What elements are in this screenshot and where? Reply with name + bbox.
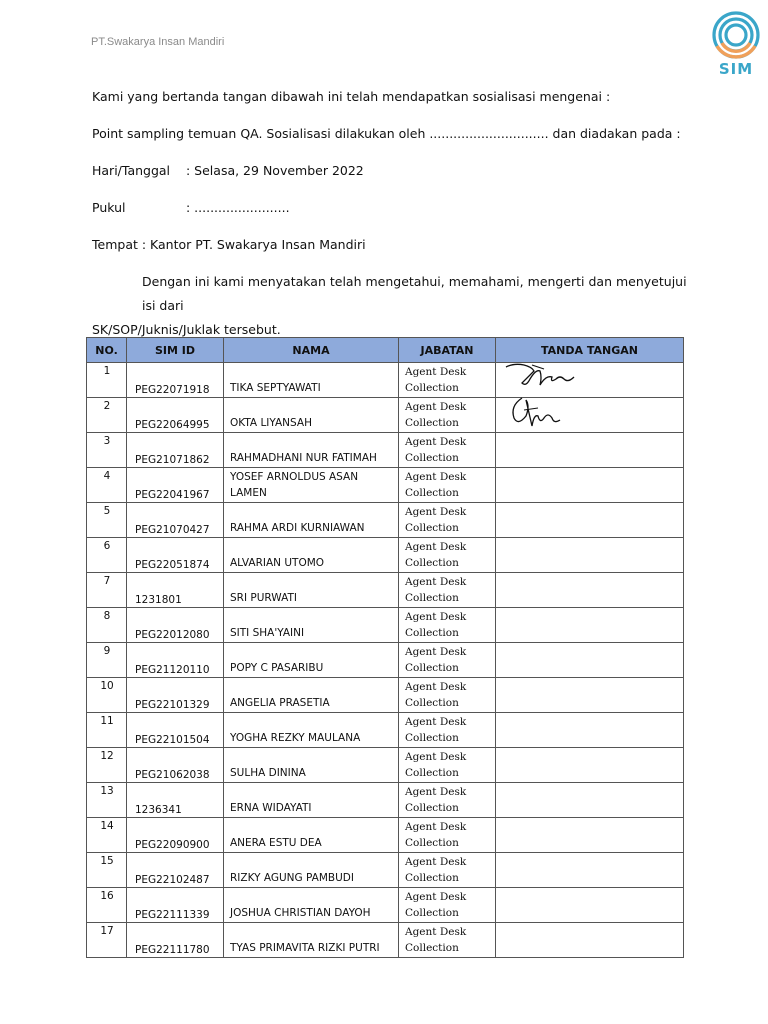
row-number: 6 — [87, 538, 127, 573]
row-sim-id: 1236341 — [127, 783, 224, 818]
row-number: 3 — [87, 433, 127, 468]
row-number: 9 — [87, 643, 127, 678]
date-value: : Selasa, 29 November 2022 — [186, 163, 364, 178]
row-nama: POPY C PASARIBU — [224, 643, 399, 678]
row-signature — [496, 643, 684, 678]
table-row — [87, 643, 684, 678]
header-nama: NAMA — [224, 338, 399, 363]
table-row — [87, 818, 684, 853]
statement-line-1: Dengan ini kami menyatakan telah mengetahui, memahami, mengerti dan menyetujui isi dari — [142, 274, 687, 313]
row-number: 5 — [87, 503, 127, 538]
table-row — [87, 538, 684, 573]
table-row — [87, 468, 684, 503]
row-nama: YOGHA REZKY MAULANA — [224, 713, 399, 748]
header-no: NO. — [87, 338, 127, 363]
date-line — [92, 163, 364, 178]
row-signature — [496, 503, 684, 538]
row-signature — [496, 678, 684, 713]
row-number: 11 — [87, 713, 127, 748]
row-number: 10 — [87, 678, 127, 713]
row-jabatan: Agent Desk Collection — [399, 538, 496, 573]
row-signature — [496, 713, 684, 748]
row-jabatan: Agent Desk Collection — [399, 363, 496, 398]
row-signature — [496, 468, 684, 503]
row-number: 8 — [87, 608, 127, 643]
table-row — [87, 433, 684, 468]
time-value: : ........................ — [186, 200, 290, 215]
row-sim-id: PEG21071862 — [127, 433, 224, 468]
table-row — [87, 573, 684, 608]
date-label: Hari/Tanggal — [92, 163, 171, 178]
row-sim-id: PEG22071918 — [127, 363, 224, 398]
row-sim-id: PEG21120110 — [127, 643, 224, 678]
row-nama: SULHA DININA — [224, 748, 399, 783]
row-nama: ANERA ESTU DEA — [224, 818, 399, 853]
table-row — [87, 783, 684, 818]
table-row — [87, 503, 684, 538]
header-sim-id: SIM ID — [127, 338, 224, 363]
row-nama: JOSHUA CHRISTIAN DAYOH — [224, 888, 399, 923]
row-number: 2 — [87, 398, 127, 433]
row-number: 14 — [87, 818, 127, 853]
row-jabatan: Agent Desk Collection — [399, 818, 496, 853]
row-signature — [496, 888, 684, 923]
row-nama: RAHMADHANI NUR FATIMAH — [224, 433, 399, 468]
row-signature — [496, 748, 684, 783]
row-sim-id: PEG22111339 — [127, 888, 224, 923]
row-jabatan: Agent Desk Collection — [399, 503, 496, 538]
row-number: 12 — [87, 748, 127, 783]
row-number: 15 — [87, 853, 127, 888]
row-jabatan: Agent Desk Collection — [399, 433, 496, 468]
table-row — [87, 888, 684, 923]
row-nama: ERNA WIDAYATI — [224, 783, 399, 818]
row-signature — [496, 818, 684, 853]
place-text: Tempat : Kantor PT. Swakarya Insan Mandiri — [92, 237, 366, 252]
header-jabatan: JABATAN — [399, 338, 496, 363]
row-number: 16 — [87, 888, 127, 923]
row-signature — [496, 398, 684, 433]
row-nama: TYAS PRIMAVITA RIZKI PUTRI — [224, 923, 399, 958]
row-nama: ANGELIA PRASETIA — [224, 678, 399, 713]
table-row — [87, 923, 684, 958]
statement-paragraph — [92, 270, 692, 342]
row-signature — [496, 573, 684, 608]
table-row — [87, 363, 684, 398]
table-header-row — [87, 338, 684, 363]
row-sim-id: PEG22101504 — [127, 713, 224, 748]
row-sim-id: PEG22102487 — [127, 853, 224, 888]
row-jabatan: Agent Desk Collection — [399, 713, 496, 748]
row-nama: OKTA LIYANSAH — [224, 398, 399, 433]
row-sim-id: PEG22051874 — [127, 538, 224, 573]
company-name: PT.Swakarya Insan Mandiri — [91, 36, 225, 48]
statement-line-2: SK/SOP/Juknis/Juklak tersebut. — [92, 322, 281, 337]
row-jabatan: Agent Desk Collection — [399, 573, 496, 608]
row-sim-id: PEG21070427 — [127, 503, 224, 538]
row-nama: YOSEF ARNOLDUS ASAN LAMEN — [224, 468, 399, 503]
row-signature — [496, 433, 684, 468]
time-label: Pukul — [92, 200, 126, 215]
logo-text: SIM — [718, 60, 754, 78]
row-nama: ALVARIAN UTOMO — [224, 538, 399, 573]
table-row — [87, 608, 684, 643]
row-nama: SRI PURWATI — [224, 573, 399, 608]
table-row — [87, 713, 684, 748]
row-number: 13 — [87, 783, 127, 818]
signature-icon — [504, 361, 584, 391]
sim-logo-rings-icon — [708, 8, 764, 60]
row-sim-id: PEG22064995 — [127, 398, 224, 433]
table-row — [87, 398, 684, 433]
attendance-table — [86, 337, 684, 958]
row-sim-id: PEG22012080 — [127, 608, 224, 643]
row-signature — [496, 853, 684, 888]
row-sim-id: 1231801 — [127, 573, 224, 608]
row-jabatan: Agent Desk Collection — [399, 783, 496, 818]
row-jabatan: Agent Desk Collection — [399, 853, 496, 888]
row-nama: RAHMA ARDI KURNIAWAN — [224, 503, 399, 538]
row-signature — [496, 538, 684, 573]
time-line — [92, 200, 290, 215]
row-nama: RIZKY AGUNG PAMBUDI — [224, 853, 399, 888]
point-text: Point sampling temuan QA. Sosialisasi dilakukan oleh .............................. dan diadakan pada : — [92, 126, 681, 141]
row-jabatan: Agent Desk Collection — [399, 678, 496, 713]
row-signature — [496, 923, 684, 958]
row-number: 1 — [87, 363, 127, 398]
row-number: 4 — [87, 468, 127, 503]
table-row — [87, 853, 684, 888]
row-jabatan: Agent Desk Collection — [399, 608, 496, 643]
row-signature — [496, 783, 684, 818]
row-jabatan: Agent Desk Collection — [399, 923, 496, 958]
row-jabatan: Agent Desk Collection — [399, 643, 496, 678]
row-signature — [496, 363, 684, 398]
header-tanda-tangan: TANDA TANGAN — [496, 338, 684, 363]
table-row — [87, 678, 684, 713]
row-signature — [496, 608, 684, 643]
intro-text: Kami yang bertanda tangan dibawah ini telah mendapatkan sosialisasi mengenai : — [92, 89, 611, 104]
table-row — [87, 748, 684, 783]
row-jabatan: Agent Desk Collection — [399, 748, 496, 783]
row-jabatan: Agent Desk Collection — [399, 398, 496, 433]
signature-icon — [504, 396, 574, 430]
row-nama: TIKA SEPTYAWATI — [224, 363, 399, 398]
row-sim-id: PEG22090900 — [127, 818, 224, 853]
row-nama: SITI SHA'YAINI — [224, 608, 399, 643]
row-sim-id: PEG22111780 — [127, 923, 224, 958]
row-sim-id: PEG22101329 — [127, 678, 224, 713]
row-sim-id: PEG21062038 — [127, 748, 224, 783]
row-jabatan: Agent Desk Collection — [399, 468, 496, 503]
row-number: 7 — [87, 573, 127, 608]
row-jabatan: Agent Desk Collection — [399, 888, 496, 923]
sim-logo — [708, 8, 764, 80]
row-number: 17 — [87, 923, 127, 958]
table-body — [87, 363, 684, 958]
row-sim-id: PEG22041967 — [127, 468, 224, 503]
